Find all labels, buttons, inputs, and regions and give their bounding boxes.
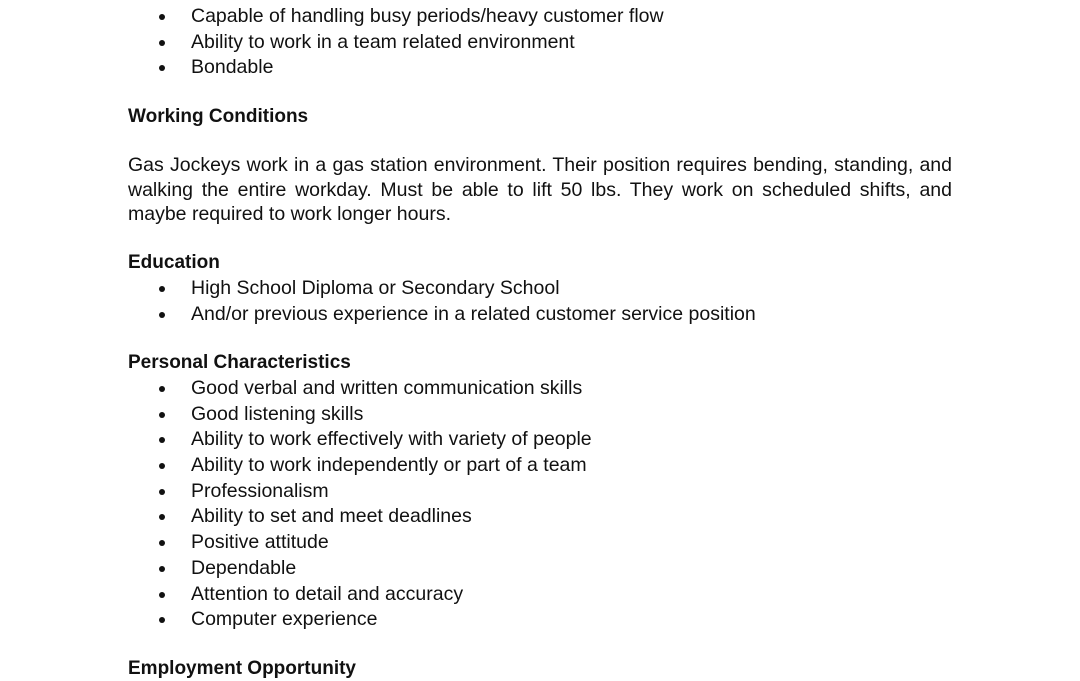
list-item: Good listening skills bbox=[128, 402, 592, 428]
list-item: Ability to work effectively with variety of people bbox=[128, 427, 592, 453]
list-item: Positive attitude bbox=[128, 530, 592, 556]
list-item: Bondable bbox=[128, 55, 664, 81]
list-item: Ability to set and meet deadlines bbox=[128, 504, 592, 530]
list-item: Ability to work independently or part of a team bbox=[128, 453, 592, 479]
skills-list bbox=[128, 4, 664, 81]
list-item: Capable of handling busy periods/heavy customer flow bbox=[128, 4, 664, 30]
list-item: Attention to detail and accuracy bbox=[128, 582, 592, 608]
employment-opportunity-heading: Employment Opportunity bbox=[128, 658, 356, 679]
education-heading: Education bbox=[128, 252, 220, 273]
education-list bbox=[128, 276, 756, 327]
list-item: Computer experience bbox=[128, 607, 592, 633]
personal-characteristics-list bbox=[128, 376, 592, 633]
list-item: High School Diploma or Secondary School bbox=[128, 276, 756, 302]
working-conditions-heading: Working Conditions bbox=[128, 106, 309, 127]
personal-characteristics-heading: Personal Characteristics bbox=[128, 352, 351, 373]
list-item: Ability to work in a team related environment bbox=[128, 30, 664, 56]
list-item: And/or previous experience in a related customer service position bbox=[128, 302, 756, 328]
list-item: Professionalism bbox=[128, 479, 592, 505]
list-item: Dependable bbox=[128, 556, 592, 582]
working-conditions-paragraph: Gas Jockeys work in a gas station environment. Their position requires bending, standing, and walking the entire workday. Must be able to lift 50 lbs. They work on scheduled shifts, and maybe required to work longer hours. bbox=[128, 154, 952, 225]
list-item: Good verbal and written communication skills bbox=[128, 376, 592, 402]
